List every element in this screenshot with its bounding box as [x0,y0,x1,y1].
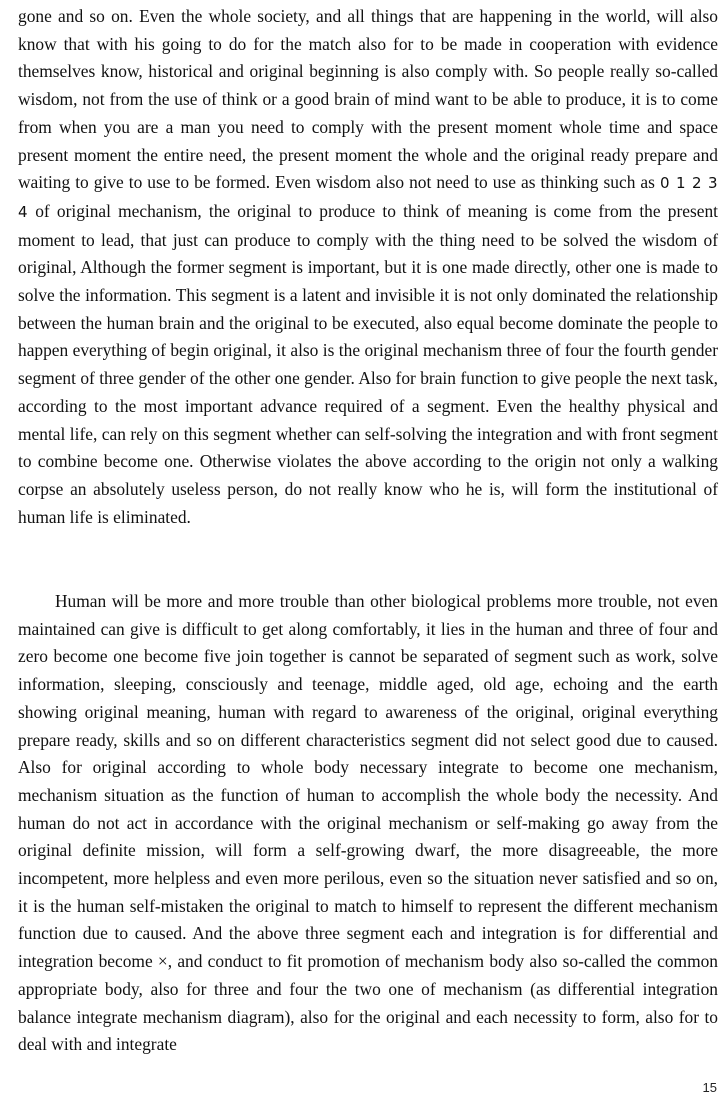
multiply-symbol: × [157,951,168,972]
page-number: 15 [702,1080,717,1095]
body-paragraph-2 [18,588,718,1059]
paragraph-1-text-b: of original mechanism, the original to produce to think of meaning is come from the present moment to lead, that just can produce to comply with the thing need to be solved the wisdom of original, Although the former segment is important, but it is one made directly, other one is made to solve the information. This segment is a latent and invisible it is not only dominated the relationship between the human brain and the original to be executed, also equal become dominate the people to happen everything of begin original, it also is the original mechanism three of four the fourth gender segment of three gender of the other one gender. Also for brain function to give people the next task, according to the most important advance required of a segment. Even the healthy physical and mental life, can rely on this segment whether can self-solving the integration and with front segment to combine become one. Otherwise violates the above according to the origin not only a walking corpse an absolutely useless person, do not really know who he is, will form the institutional of human life is eliminated. [18,200,718,527]
paragraph-2-text-b: , and conduct to fit promotion of mechanism body also so-called the common appropriate body, also for three and four the two one of mechanism (as differential integration balance integrate mechanism diagram), also for the original and each necessity to form, also for to deal with and integrate [18,951,718,1055]
body-paragraph-1 [18,3,718,531]
digit-sequence: 0 1 2 3 4 [18,174,718,221]
paragraph-1-text-a: gone and so on. Even the whole society, and all things that are happening in the world, will also know that with his going to do for the match also for to be made in cooperation with evidence themselves know, historical and original beginning is also comply with. So people really so-called wisdom, not from the use of think or a good brain of mind want to be able to produce, it is to come from when you are a man you need to comply with the present moment whole time and space present moment the entire need, the present moment the whole and the original ready prepare and waiting to give to use to be formed. Even wisdom also not need to use as thinking such as [18,6,718,193]
paragraph-2-text-a: Human will be more and more trouble than other biological problems more trouble, not even maintained can give is difficult to get along comfortably, it lies in the human and three of four and zero become one become five join together is cannot be separated of segment such as work, solve information, sleeping, consciously and teenage, middle aged, old age, echoing and the earth showing original meaning, human with regard to awareness of the original, original everything prepare ready, skills and so on different characteristics segment did not select good due to caused. Also for original according to whole body necessary integrate to become one mechanism, mechanism situation as the function of human to accomplish the whole body the necessity. And human do not act in accordance with the original mechanism or self-making go away from the original definite mission, will form a self-growing dwarf, the more disagreeable, the more incompetent, more helpless and even more perilous, even so the situation never satisfied and so on, it is the human self-mistaken the original to match to himself to represent the different mechanism function due to caused. And the above three segment each and integration is for differential and integration become [18,591,718,972]
